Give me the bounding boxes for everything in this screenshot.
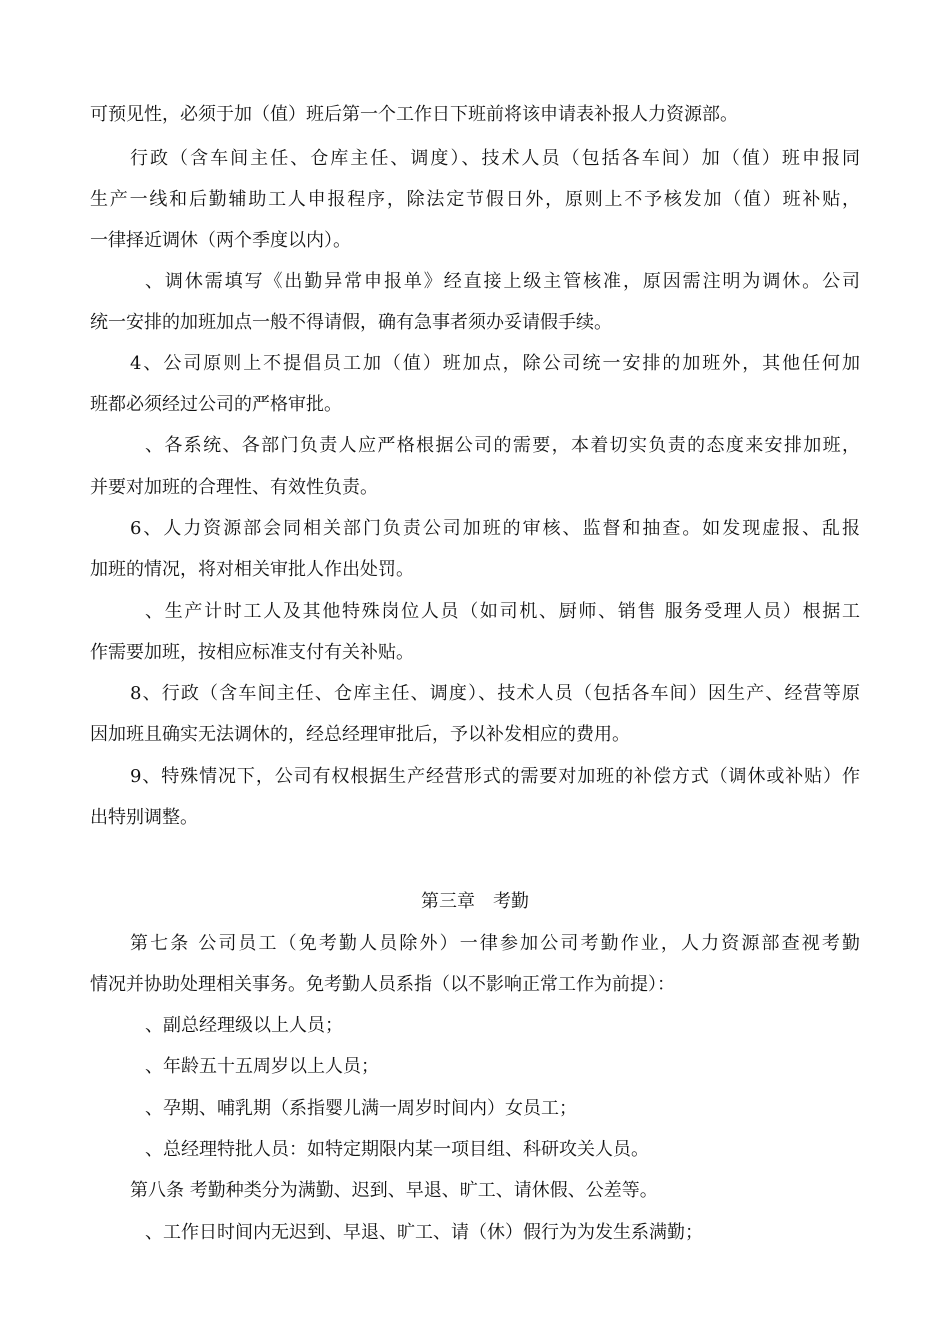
paragraph-line: 可预见性，必须于加（值）班后第一个工作日下班前将该申请表补报人力资源部。 xyxy=(90,104,738,125)
paragraph-line: 因加班且确实无法调休的，经总经理审批后，予以补发相应的费用。 xyxy=(90,724,630,745)
list-item: 、总经理特批人员：如特定期限内某一项目组、科研攻关人员。 xyxy=(145,1139,649,1160)
list-item: 、工作日时间内无迟到、早退、旷工、请（休）假行为为发生系满勤； xyxy=(145,1222,703,1243)
list-item: 、年龄五十五周岁以上人员； xyxy=(145,1056,379,1077)
paragraph-line: 加班的情况，将对相关审批人作出处罚。 xyxy=(90,559,414,580)
paragraph-line: 生产一线和后勤辅助工人申报程序，除法定节假日外，原则上不予核发加（值）班补贴， xyxy=(90,189,860,210)
paragraph-line: 行政（含车间主任、仓库主任、调度）、技术人员（包括各车间）加（值）班申报同 xyxy=(130,148,860,169)
paragraph-line: 班都必须经过公司的严格审批。 xyxy=(90,394,342,415)
paragraph-line: 第八条 考勤种类分为满勤、迟到、早退、旷工、请休假、公差等。 xyxy=(130,1180,658,1201)
paragraph-line: 6、人力资源部会同相关部门负责公司加班的审核、监督和抽查。如发现虚报、乱报 xyxy=(130,518,860,539)
paragraph-line: 、调休需填写《出勤异常申报单》经直接上级主管核准，原因需注明为调休。公司 xyxy=(145,271,860,292)
paragraph-line: 第七条 公司员工（免考勤人员除外）一律参加公司考勤作业，人力资源部查视考勤 xyxy=(130,933,860,954)
list-item: 、副总经理级以上人员； xyxy=(145,1015,343,1036)
paragraph-line: 8、行政（含车间主任、仓库主任、调度）、技术人员（包括各车间）因生产、经营等原 xyxy=(130,683,860,704)
paragraph-line: 一律择近调休（两个季度以内）。 xyxy=(90,230,351,251)
list-item: 、孕期、哺乳期（系指婴儿满一周岁时间内）女员工； xyxy=(145,1098,577,1119)
paragraph-line: 并要对加班的合理性、有效性负责。 xyxy=(90,477,378,498)
paragraph-line: 出特别调整。 xyxy=(90,807,198,828)
chapter-title: 第三章 考勤 xyxy=(421,891,529,912)
paragraph-line: 统一安排的加班加点一般不得请假，确有急事者须办妥请假手续。 xyxy=(90,312,612,333)
paragraph-line: 、各系统、各部门负责人应严格根据公司的需要，本着切实负责的态度来安排加班， xyxy=(145,435,860,456)
paragraph-line: 9、特殊情况下，公司有权根据生产经营形式的需要对加班的补偿方式（调休或补贴）作 xyxy=(130,766,860,787)
paragraph-line: 作需要加班，按相应标准支付有关补贴。 xyxy=(90,642,414,663)
paragraph-line: 情况并协助处理相关事务。免考勤人员系指（以不影响正常工作为前提）： xyxy=(90,974,675,995)
paragraph-line: 、生产计时工人及其他特殊岗位人员（如司机、厨师、销售 服务受理人员）根据工 xyxy=(145,601,860,622)
paragraph-line: 4、公司原则上不提倡员工加（值）班加点，除公司统一安排的加班外，其他任何加 xyxy=(130,353,860,374)
